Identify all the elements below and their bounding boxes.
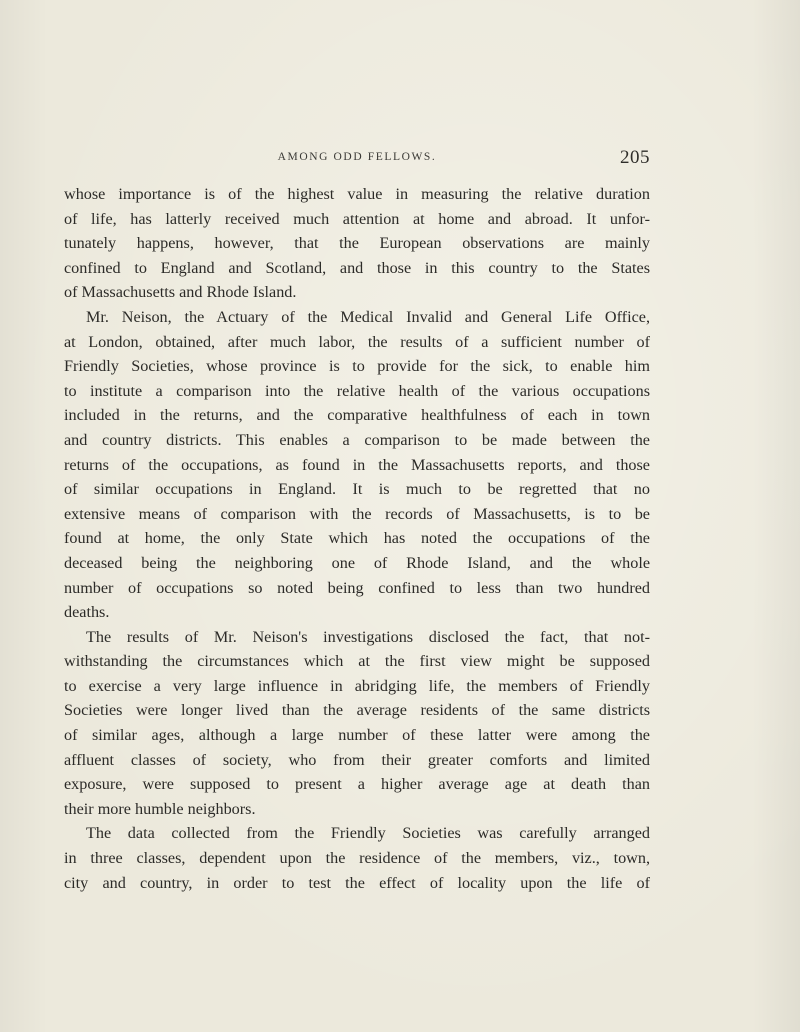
running-title: AMONG ODD FELLOWS.	[277, 151, 437, 163]
paragraph-1	[64, 182, 650, 305]
text-line: of similar ages, although a large number of these latter were among the	[64, 726, 650, 745]
text-line: confined to England and Scotland, and those in this country to the States	[64, 258, 650, 277]
paragraph-2	[64, 305, 650, 625]
text-line: included in the returns, and the comparative healthfulness of each in town	[64, 406, 650, 425]
paragraph-3	[64, 625, 650, 822]
page-number: 205	[620, 147, 650, 168]
text-line: number of occupations so noted being confined to less than two hundred	[64, 578, 650, 597]
text-line: and country districts. This enables a comparison to be made between the	[64, 430, 650, 449]
running-head	[64, 149, 650, 173]
text-line: affluent classes of society, who from their greater comforts and limited	[64, 750, 650, 769]
text-line: whose importance is of the highest value in measuring the relative duration	[64, 185, 650, 203]
text-line: Friendly Societies, whose province is to provide for the sick, to enable him	[64, 357, 650, 376]
text-line: to exercise a very large influence in abridging life, the members of Friendly	[64, 676, 650, 695]
text-line: Mr. Neison, the Actuary of the Medical Invalid and General Life Office,	[86, 307, 650, 326]
text-line: in three classes, dependent upon the residence of the members, viz., town,	[64, 849, 650, 868]
text-line: deceased being the neighboring one of Rhode Island, and the whole	[64, 553, 650, 572]
text-line: found at home, the only State which has noted the occupations of the	[64, 529, 650, 548]
text-line: to institute a comparison into the relative health of the various occupations	[64, 381, 650, 400]
text-line: their more humble neighbors.	[64, 799, 256, 818]
text-line: tunately happens, however, that the European observations are mainly	[64, 234, 650, 253]
text-line: The data collected from the Friendly Societies was carefully arranged	[86, 824, 650, 843]
text-line: of life, has latterly received much attention at home and abroad. It unfor-	[64, 209, 650, 228]
text-line: of Massachusetts and Rhode Island.	[64, 283, 297, 302]
paragraph-4	[64, 821, 650, 895]
text-line: withstanding the circumstances which at the first view might be supposed	[64, 652, 650, 671]
text-line: at London, obtained, after much labor, the results of a sufficient number of	[64, 332, 650, 351]
body-text	[64, 182, 650, 895]
text-line: Societies were longer lived than the average residents of the same districts	[64, 701, 650, 720]
text-line: deaths.	[64, 603, 110, 622]
text-line: returns of the occupations, as found in the Massachusetts reports, and those	[64, 455, 650, 474]
text-line: of similar occupations in England. It is much to be regretted that no	[64, 480, 650, 499]
text-line: extensive means of comparison with the records of Massachusetts, is to be	[64, 504, 650, 523]
text-line: exposure, were supposed to present a higher average age at death than	[64, 775, 650, 794]
text-line: city and country, in order to test the effect of locality upon the life of	[64, 873, 650, 892]
text-line: The results of Mr. Neison's investigations disclosed the fact, that not-	[86, 627, 650, 646]
